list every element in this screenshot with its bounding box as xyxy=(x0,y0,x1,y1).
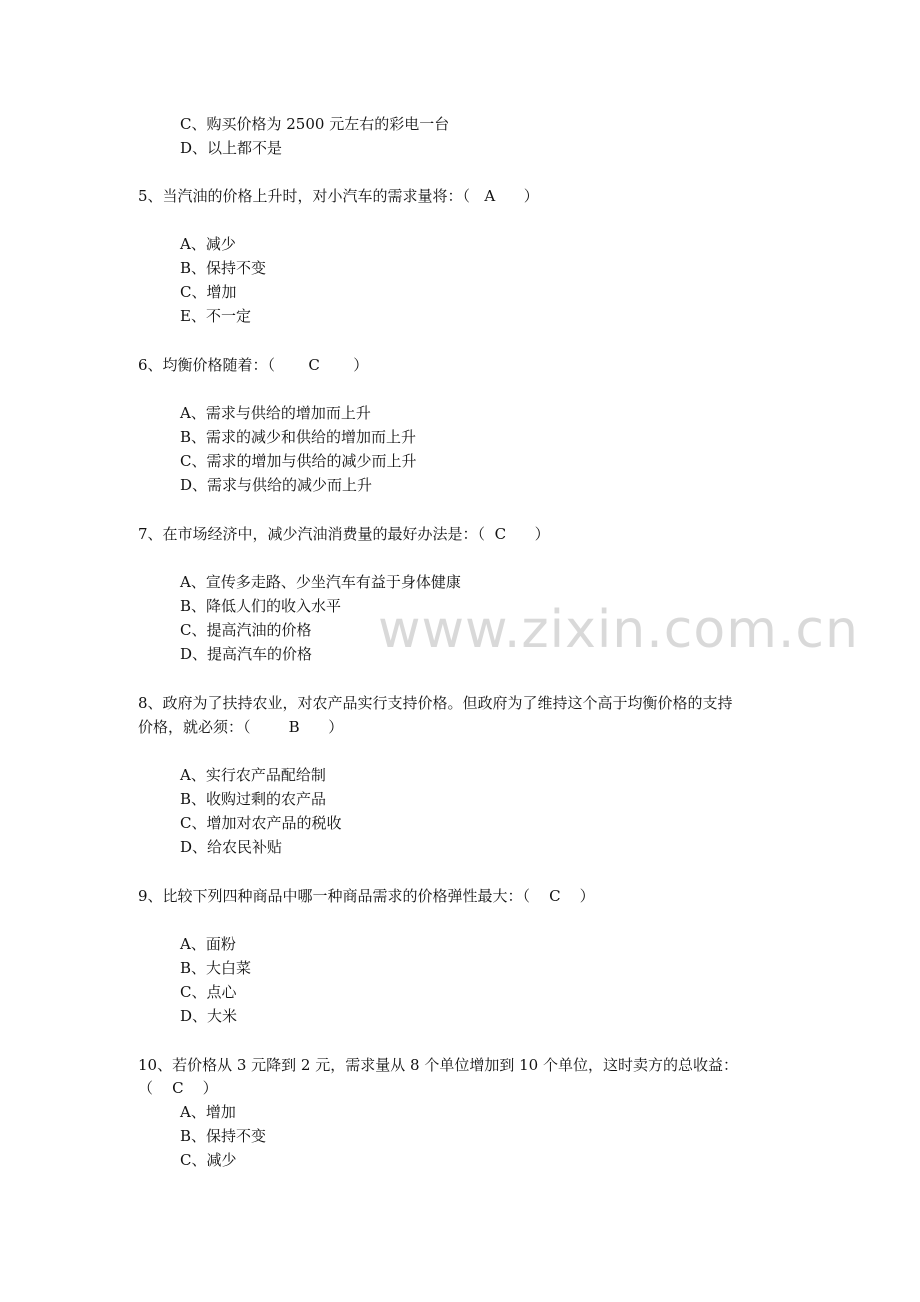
option-line: A、增加 xyxy=(180,1103,236,1121)
option-line: A、实行农产品配给制 xyxy=(180,766,326,784)
option-line: C、提高汽油的价格 xyxy=(180,621,312,639)
option-line: C、需求的增加与供给的减少而上升 xyxy=(180,452,417,470)
question-8-continued: 价格，就必须：（ B ） xyxy=(138,718,344,736)
question-10: 10、若价格从 3 元降到 2 元，需求量从 8 个单位增加到 10 个单位，这时卖方的总收益： xyxy=(138,1056,738,1074)
option-line: D、大米 xyxy=(180,1007,238,1025)
option-line: E、不一定 xyxy=(180,307,251,325)
watermark: www.zixin.com.cn xyxy=(378,600,859,660)
question-10-continued: （ C ） xyxy=(138,1079,218,1097)
option-line: C、增加对农产品的税收 xyxy=(180,814,342,832)
option-line: B、降低人们的收入水平 xyxy=(180,597,342,615)
option-line: A、需求与供给的增加而上升 xyxy=(180,404,371,422)
option-line: D、给农民补贴 xyxy=(180,838,283,856)
option-line: B、大白菜 xyxy=(180,959,252,977)
question-8: 8、政府为了扶持农业，对农产品实行支持价格。但政府为了维持这个高于均衡价格的支持 xyxy=(138,694,733,712)
question-5: 5、当汽油的价格上升时，对小汽车的需求量将：（ A ） xyxy=(138,187,539,205)
question-7: 7、在市场经济中，减少汽油消费量的最好办法是：（ C ） xyxy=(138,525,550,543)
option-line: B、需求的减少和供给的增加而上升 xyxy=(180,428,417,446)
option-line: D、提高汽车的价格 xyxy=(180,645,313,663)
option-line: C、减少 xyxy=(180,1151,237,1169)
option-line: B、保持不变 xyxy=(180,1127,267,1145)
question-6: 6、均衡价格随着：（ C ） xyxy=(138,356,369,374)
option-line: C、点心 xyxy=(180,983,237,1001)
option-line: A、减少 xyxy=(180,235,236,253)
option-line: C、购买价格为 2500 元左右的彩电一台 xyxy=(180,115,450,133)
option-line: D、以上都不是 xyxy=(180,139,283,157)
option-line: B、保持不变 xyxy=(180,259,267,277)
option-line: A、宣传多走路、少坐汽车有益于身体健康 xyxy=(180,573,461,591)
option-line: B、收购过剩的农产品 xyxy=(180,790,327,808)
question-9: 9、比较下列四种商品中哪一种商品需求的价格弹性最大：（ C ） xyxy=(138,887,595,905)
option-line: A、面粉 xyxy=(180,935,236,953)
option-line: C、增加 xyxy=(180,283,237,301)
option-line: D、需求与供给的减少而上升 xyxy=(180,476,373,494)
